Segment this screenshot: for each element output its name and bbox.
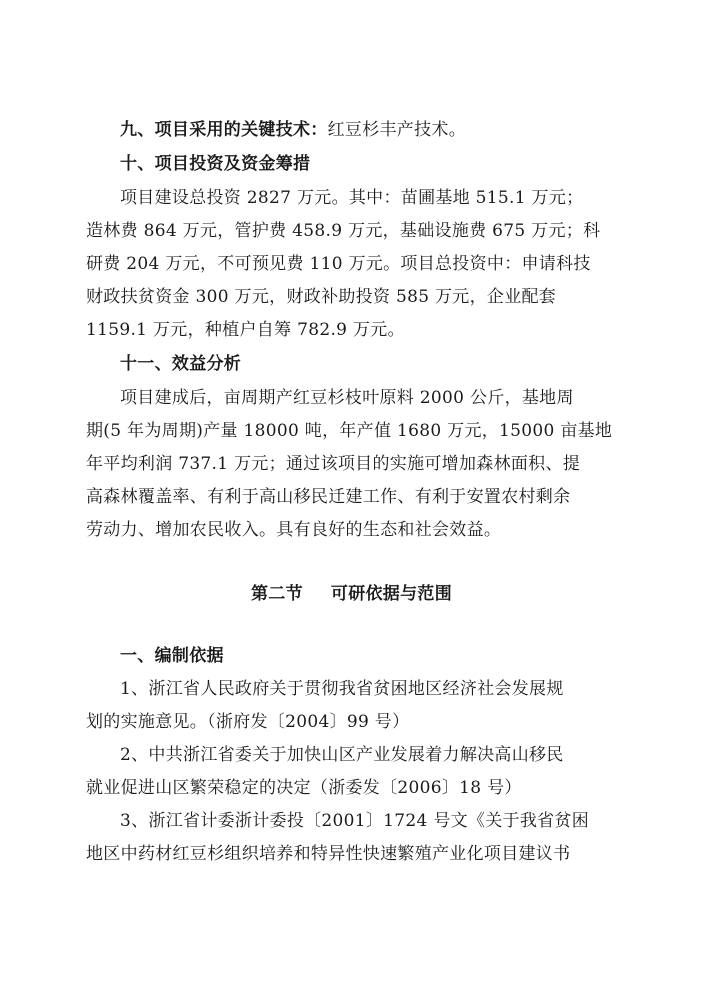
item10-line-4: 财政扶贫资金 300 万元，财政补助投资 585 万元，企业配套 bbox=[86, 287, 557, 307]
item9-label: 九、项目采用的关键技术： bbox=[120, 120, 328, 140]
item10-line-5: 1159.1 万元，种植户自筹 782.9 万元。 bbox=[86, 320, 405, 340]
item10-line-1: 项目建设总投资 2827 万元。其中：苗圃基地 515.1 万元； bbox=[120, 188, 584, 208]
section2-number: 第二节 bbox=[250, 584, 303, 604]
basis-line-6: 地区中药材红豆杉组织培养和特异性快速繁殖产业化项目建议书 bbox=[86, 844, 571, 864]
basis-heading: 一、编制依据 bbox=[120, 646, 224, 666]
item11-heading: 十一、效益分析 bbox=[120, 354, 242, 374]
basis-line-2: 划的实施意见。（浙府发〔2004〕99 号） bbox=[86, 712, 410, 732]
section2-title-row bbox=[0, 583, 703, 605]
item11-line-5: 劳动力、增加农民收入。具有良好的生态和社会效益。 bbox=[86, 520, 502, 540]
item9-value: 红豆杉丰产技术。 bbox=[327, 120, 467, 140]
item11-line-2: 期(5 年为周期)产量 18000 吨，年产值 1680 万元，15000 亩基地 bbox=[86, 421, 613, 441]
item11-line-4: 高森林覆盖率、有利于高山移民迁建工作、有利于安置农村剩余 bbox=[86, 487, 571, 507]
basis-line-3: 2、中共浙江省委关于加快山区产业发展着力解决高山移民 bbox=[120, 745, 564, 765]
basis-line-1: 1、浙江省人民政府关于贯彻我省贫困地区经济社会发展规 bbox=[120, 679, 564, 699]
item10-heading: 十、项目投资及资金筹措 bbox=[120, 154, 311, 174]
item11-line-1: 项目建成后，亩周期产红豆杉枝叶原料 2000 公斤，基地周 bbox=[120, 388, 574, 408]
item10-line-3: 研费 204 万元，不可预见费 110 万元。项目总投资中：申请科技 bbox=[86, 254, 591, 274]
basis-line-5: 3、浙江省计委浙计委投〔2001〕1724 号文《关于我省贫困 bbox=[120, 811, 590, 831]
basis-line-4: 就业促进山区繁荣稳定的决定（浙委发〔2006〕18 号） bbox=[86, 778, 522, 798]
item9-line bbox=[0, 119, 703, 141]
item11-line-3: 年平均利润 737.1 万元；通过该项目的实施可增加森林面积、提 bbox=[86, 454, 581, 474]
section2-title: 可研依据与范围 bbox=[330, 584, 452, 604]
item10-line-2: 造林费 864 万元，管护费 458.9 万元，基础设施费 675 万元；科 bbox=[86, 221, 601, 241]
